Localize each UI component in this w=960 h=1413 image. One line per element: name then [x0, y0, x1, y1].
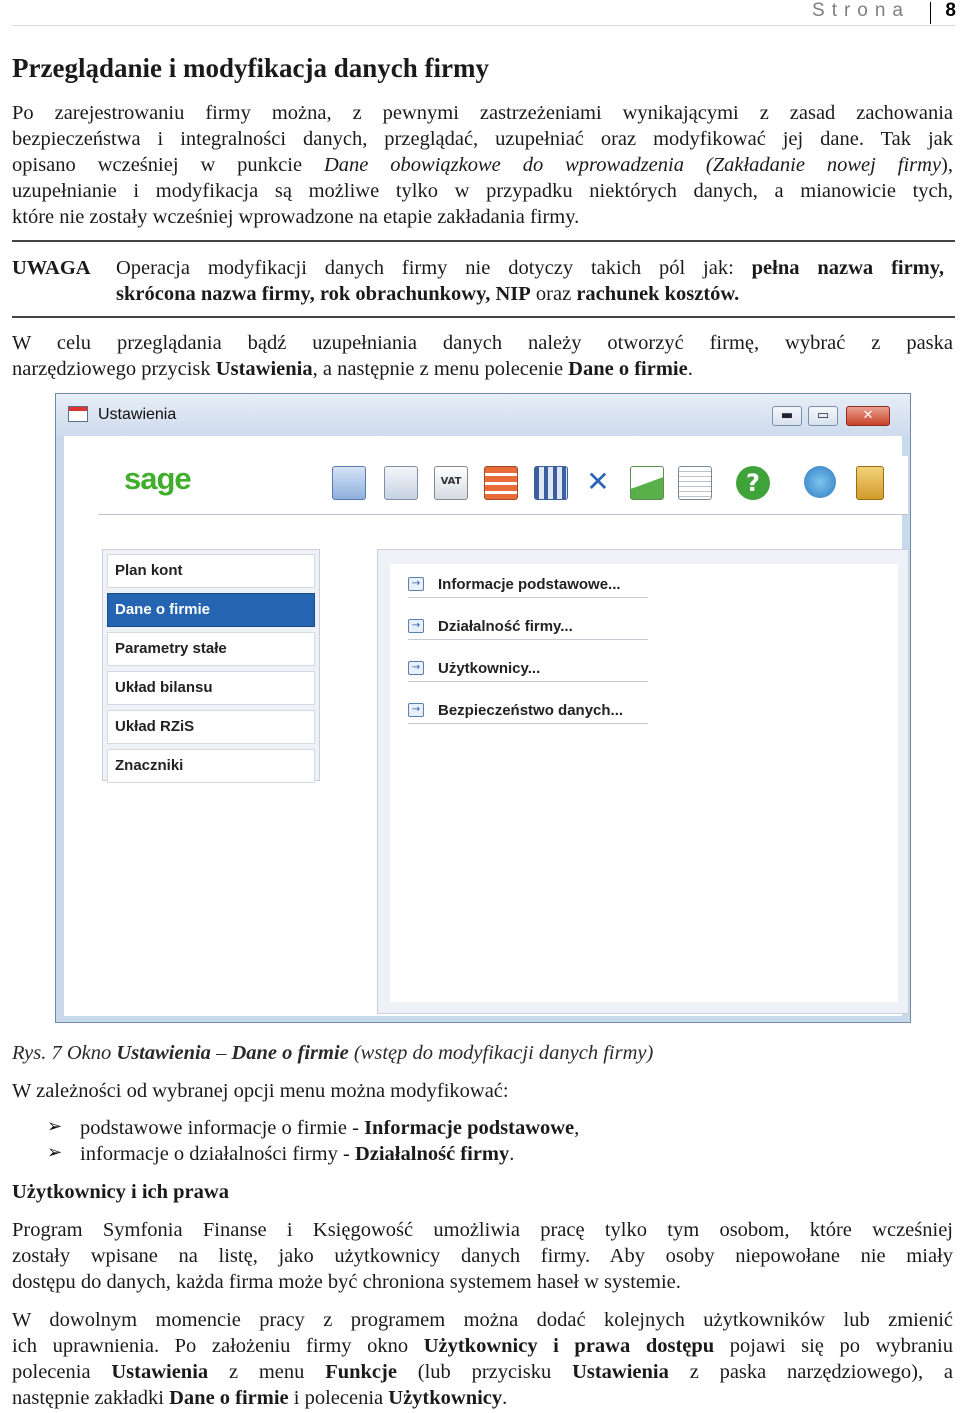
para4-line-3: dostępu do danych, każda firma może być chroniona systemem haseł w systemie.	[12, 1271, 681, 1293]
maximize-button[interactable]: ▭	[808, 406, 838, 426]
window-client	[64, 436, 902, 1016]
window-titlebar	[56, 394, 910, 436]
nav-item-uklad-bilansu[interactable]: Układ bilansu	[107, 671, 315, 705]
app-icon	[68, 406, 88, 422]
arrow-link-icon: →	[408, 577, 424, 591]
subheading: Użytkownicy i ich prawa	[12, 1181, 229, 1203]
close-button[interactable]: ✕	[846, 406, 890, 426]
arrow-link-icon: →	[408, 619, 424, 633]
intro-line-1: Po zarejestrowaniu firmy można, z pewnymi zastrzeżeniami wynikającymi z zasad zachowania	[12, 102, 953, 124]
globe-mail-icon[interactable]	[804, 466, 836, 498]
tools-icon[interactable]: ✕	[586, 465, 610, 498]
nav-item-plan-kont[interactable]: Plan kont	[107, 554, 315, 588]
nav-item-uklad-rzis[interactable]: Układ RZiS	[107, 710, 315, 744]
bullet-arrow-icon: ➢	[47, 1142, 63, 1163]
options-panel	[377, 549, 909, 1014]
header-rule	[12, 25, 955, 26]
para4-line-1: Program Symfonia Finanse i Księgowość umożliwia pracę tylko tym osobom, które wcześniej	[12, 1219, 953, 1241]
divider	[408, 681, 648, 682]
abacus-icon[interactable]	[534, 466, 568, 500]
para4-line-2: zostały wpisane na listę, jako użytkownicy danych firmy. Aby osoby niepowołane nie miały	[12, 1245, 953, 1267]
divider	[408, 723, 648, 724]
para5-line-4: następnie zakładki Dane o firmie i polecenia Użytkownicy.	[12, 1387, 508, 1409]
note-label: UWAGA	[12, 257, 91, 279]
para2-line-1: W celu przeglądania bądź uzupełniania danych należy otworzyć firmę, wybrać z paska	[12, 332, 953, 354]
window-title: Ustawienia	[98, 406, 177, 423]
bullet-item: podstawowe informacje o firmie - Informacje podstawowe,	[80, 1117, 580, 1139]
header-label: Strona	[812, 0, 910, 21]
nav-item-dane-o-firmie[interactable]: Dane o firmie	[107, 593, 315, 627]
settings-window	[55, 393, 911, 1023]
note-line-2: skrócona nazwa firmy, rok obrachunkowy, NIP oraz rachunek kosztów.	[116, 283, 740, 305]
table-icon[interactable]	[484, 466, 518, 500]
arrow-link-icon: →	[408, 703, 424, 717]
link-label: Działalność firmy...	[438, 618, 573, 635]
para2-line-2: narzędziowego przycisk Ustawienia, a następnie z menu polecenie Dane o firmie.	[12, 358, 693, 380]
minimize-button[interactable]: ▬	[772, 406, 802, 426]
arrow-link-icon: →	[408, 661, 424, 675]
note-line-1: Operacja modyfikacji danych firmy nie dotyczy takich pól jak: pełna nazwa firmy,	[116, 257, 945, 279]
link-informacje-podstawowe[interactable]	[408, 576, 688, 598]
para5-line-1: W dowolnym momencie pracy z programem można dodać kolejnych użytkowników lub zmienić	[12, 1309, 953, 1331]
growth-chart-icon[interactable]	[630, 466, 664, 500]
para5-line-3: polecenia Ustawienia z menu Funkcje (lub przycisku Ustawienia z paska narzędziowego), a	[12, 1361, 953, 1383]
intro-line-2: bezpieczeństwa i integralności danych, przeglądać, uzupełniać oraz modyfikować jej dane. Tak jak	[12, 128, 953, 150]
nav-panel	[102, 549, 320, 781]
help-icon[interactable]: ?	[736, 466, 770, 500]
nav-item-znaczniki[interactable]: Znaczniki	[107, 749, 315, 783]
nav-item-parametry-stale[interactable]: Parametry stałe	[107, 632, 315, 666]
bullet-item: informacje o działalności firmy - Działalność firmy.	[80, 1143, 515, 1165]
header-separator	[930, 2, 931, 24]
link-label: Informacje podstawowe...	[438, 576, 621, 593]
intro-line-3: opisano wcześniej w punkcie Dane obowiązkowe do wprowadzenia (Zakładanie nowej firmy),	[12, 154, 953, 176]
intro-line-5: które nie zostały wcześniej wprowadzone na etapie zakładania firmy.	[12, 206, 580, 228]
note-bottom-rule	[12, 316, 955, 318]
link-dzialalnosc-firmy[interactable]	[408, 618, 688, 640]
ledger-icon[interactable]	[678, 466, 712, 500]
link-uzytkownicy[interactable]	[408, 660, 688, 682]
options-list	[390, 564, 898, 1002]
para3: W zależności od wybranej opcji menu można modyfikować:	[12, 1080, 509, 1102]
card-icon[interactable]	[332, 466, 366, 500]
person-icon[interactable]	[856, 466, 884, 500]
divider	[408, 639, 648, 640]
chart-icon[interactable]	[384, 466, 418, 500]
divider	[408, 597, 648, 598]
page-number: 8	[945, 0, 956, 21]
link-label: Bezpieczeństwo danych...	[438, 702, 624, 719]
intro-line-4: uzupełnianie i modyfikacja są możliwe tylko w przypadku niektórych danych, a mianowicie tych,	[12, 180, 953, 202]
vat-icon[interactable]: VAT	[434, 466, 468, 500]
link-label: Użytkownicy...	[438, 660, 541, 677]
sage-logo: sage	[124, 461, 191, 496]
figure-caption: Rys. 7 Okno Ustawienia – Dane o firmie (wstęp do modyfikacji danych firmy)	[12, 1042, 654, 1064]
note-top-rule	[12, 240, 955, 242]
bullet-arrow-icon: ➢	[47, 1116, 63, 1137]
para5-line-2: ich uprawnienia. Po założeniu firmy okno Użytkownicy i prawa dostępu pojawi się po wybraniu	[12, 1335, 953, 1357]
page-title: Przeglądanie i modyfikacja danych firmy	[12, 53, 489, 83]
link-bezpieczenstwo-danych[interactable]	[408, 702, 688, 724]
